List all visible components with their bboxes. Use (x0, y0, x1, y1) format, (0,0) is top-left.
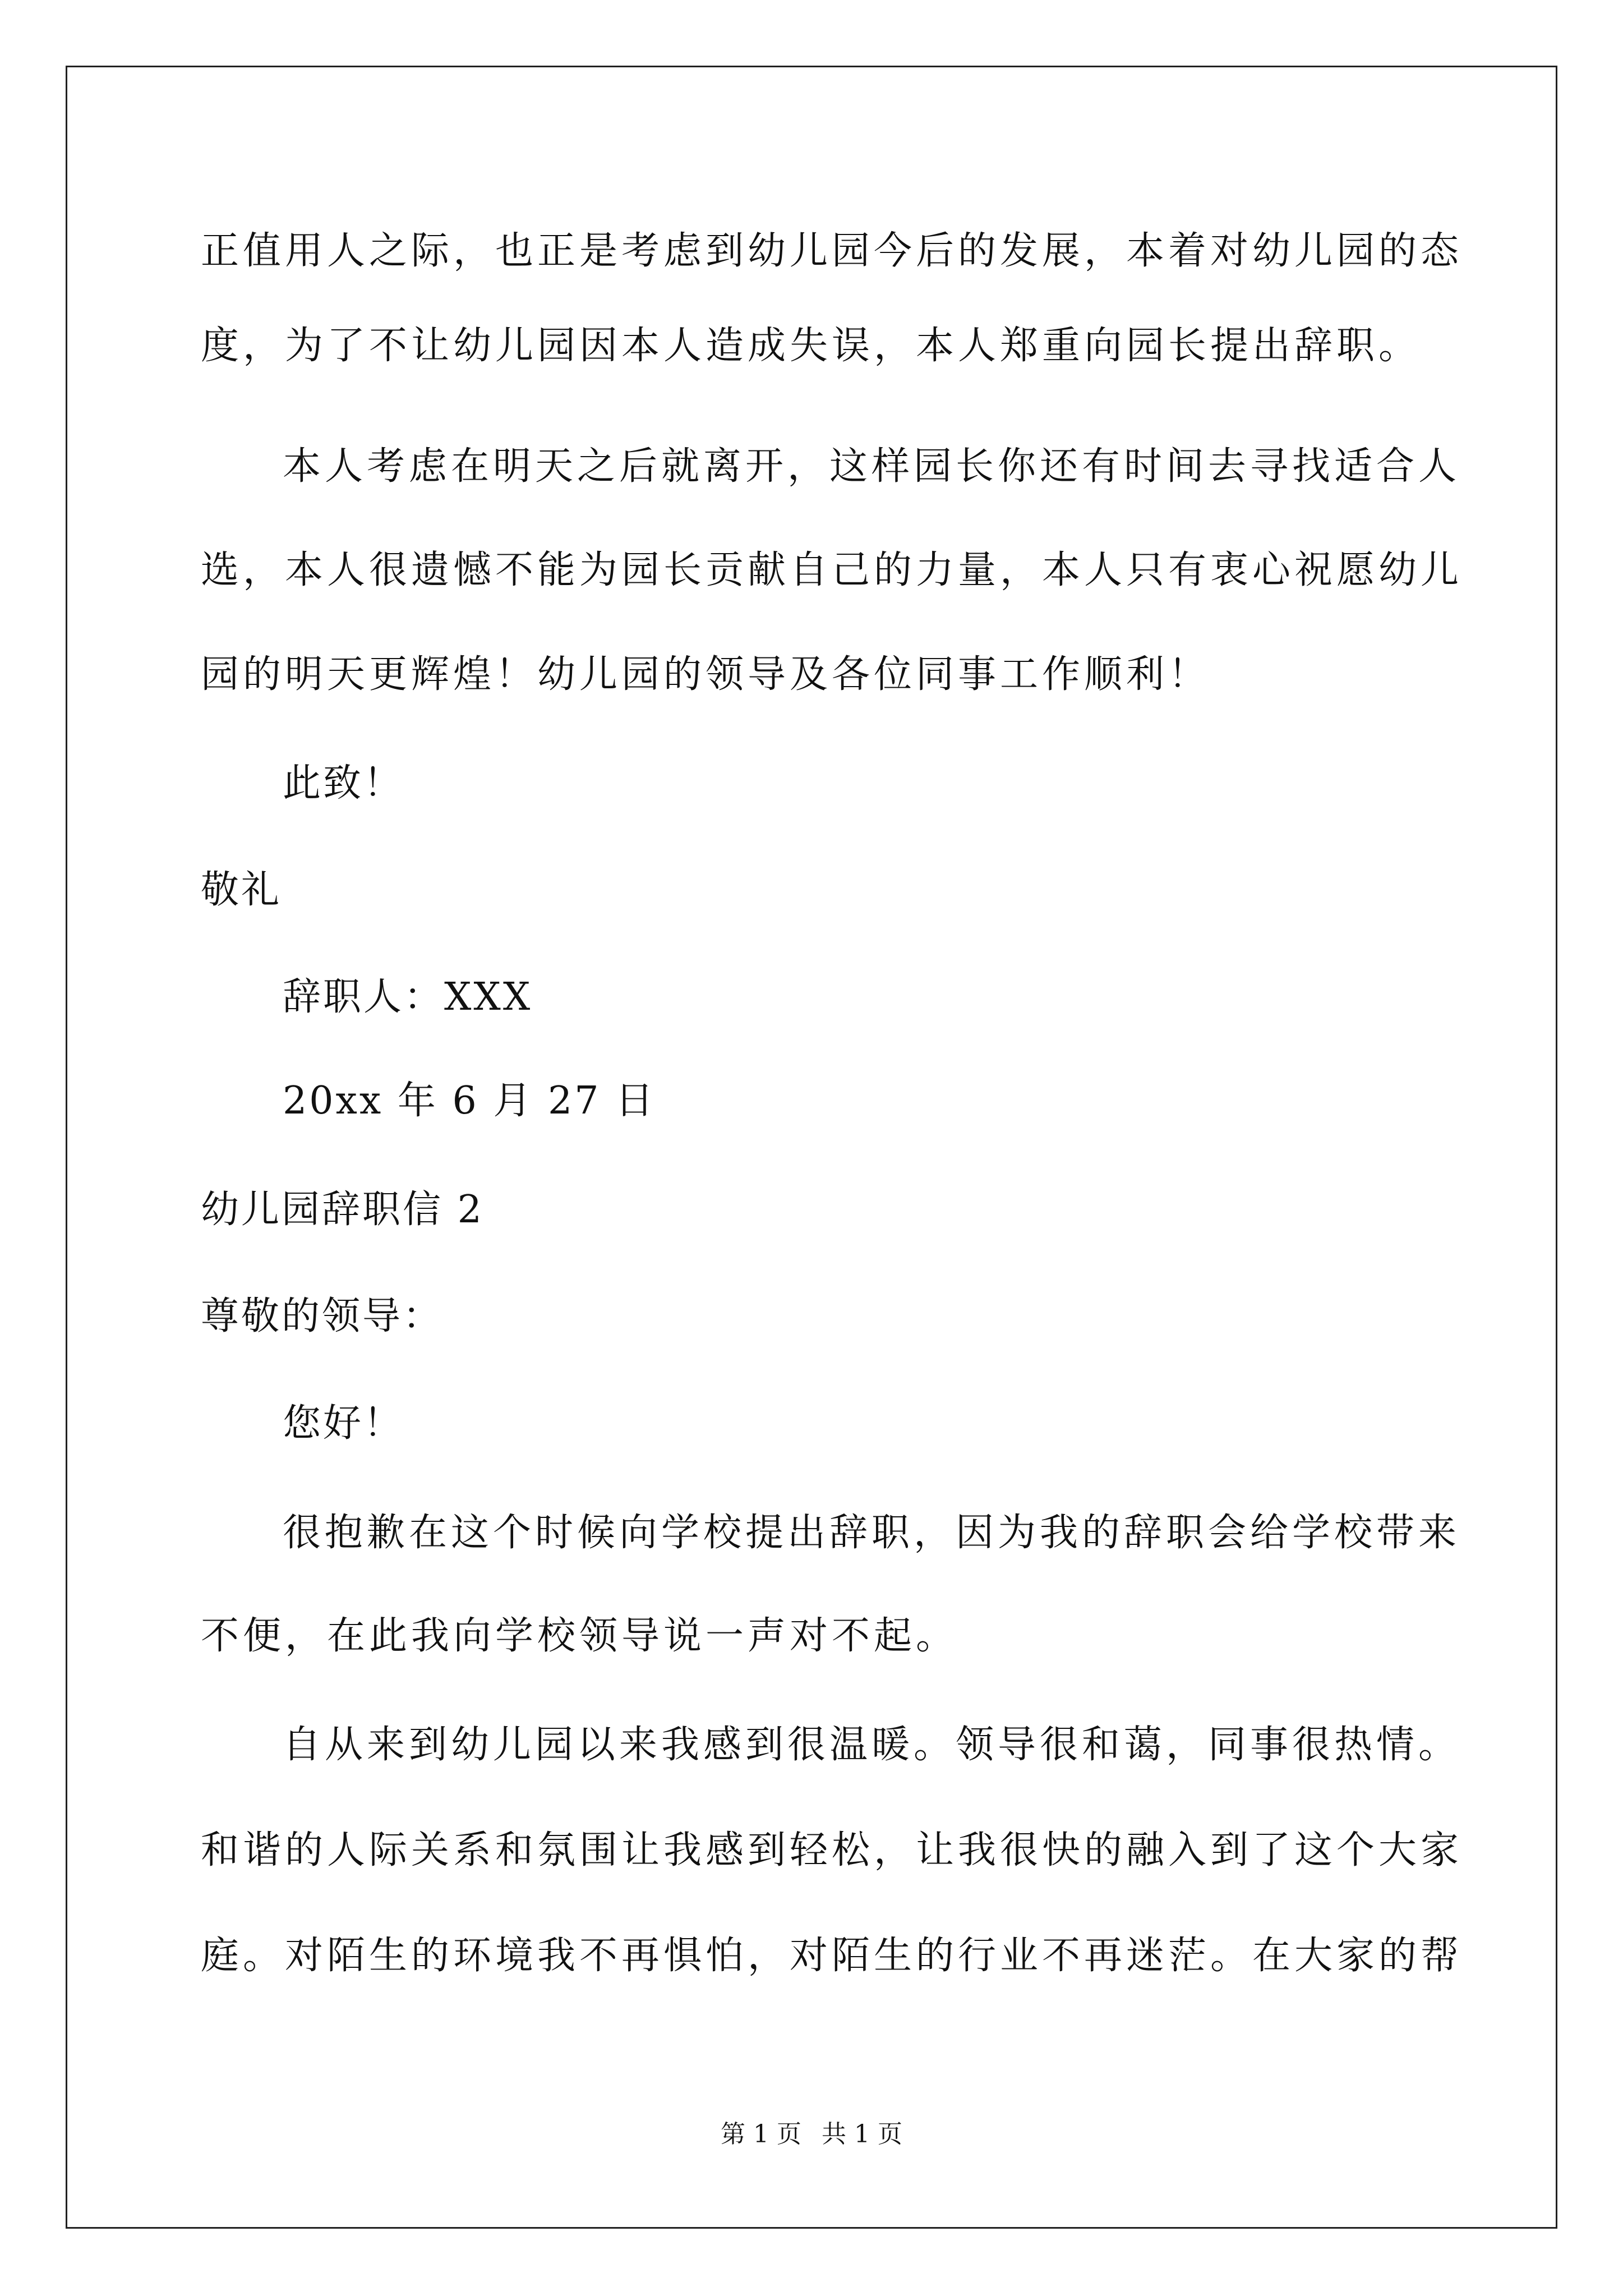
letter-greeting: 尊敬的领导： (201, 1294, 444, 1338)
page-number-total: 共 1 页 (822, 2120, 902, 2148)
paragraph-line: 自从来到幼儿园以来我感到很温暖。领导很和蔼，同事很热情。 (283, 1723, 1461, 1767)
paragraph-line: 不便，在此我向学校领导说一声对不起。 (201, 1614, 958, 1658)
signature-line: 辞职人：XXX (283, 975, 533, 1019)
paragraph-line: 选，本人很遗憾不能为园长贡献自己的力量，本人只有衷心祝愿幼儿 (201, 548, 1463, 592)
paragraph-line: 和谐的人际关系和氛围让我感到轻松，让我很快的融入到了这个大家 (201, 1828, 1463, 1872)
section-title: 幼儿园辞职信 2 (201, 1188, 484, 1232)
page-border (66, 66, 1557, 2229)
paragraph-line: 本人考虑在明天之后就离开，这样园长你还有时间去寻找适合人 (283, 444, 1461, 489)
closing-respect: 敬礼 (201, 868, 282, 912)
paragraph-line: 正值用人之际，也正是考虑到幼儿园今后的发展，本着对幼儿园的态 (201, 229, 1463, 273)
paragraph-line: 很抱歉在这个时候向学校提出辞职，因为我的辞职会给学校带来 (283, 1511, 1461, 1555)
closing-salutation: 此致！ (283, 761, 404, 806)
paragraph-line: 度，为了不让幼儿园因本人造成失误，本人郑重向园长提出辞职。 (201, 324, 1421, 368)
greeting-hello: 您好！ (283, 1401, 404, 1446)
paragraph-line: 园的明天更辉煌！幼儿园的领导及各位同事工作顺利！ (201, 652, 1211, 697)
date-line: 20xx 年 6 月 27 日 (283, 1079, 656, 1123)
paragraph-line: 庭。对陌生的环境我不再惧怕，对陌生的行业不再迷茫。在大家的帮 (201, 1934, 1463, 1978)
page-number-current: 第 1 页 (721, 2120, 801, 2148)
page-footer (0, 2118, 1623, 2151)
